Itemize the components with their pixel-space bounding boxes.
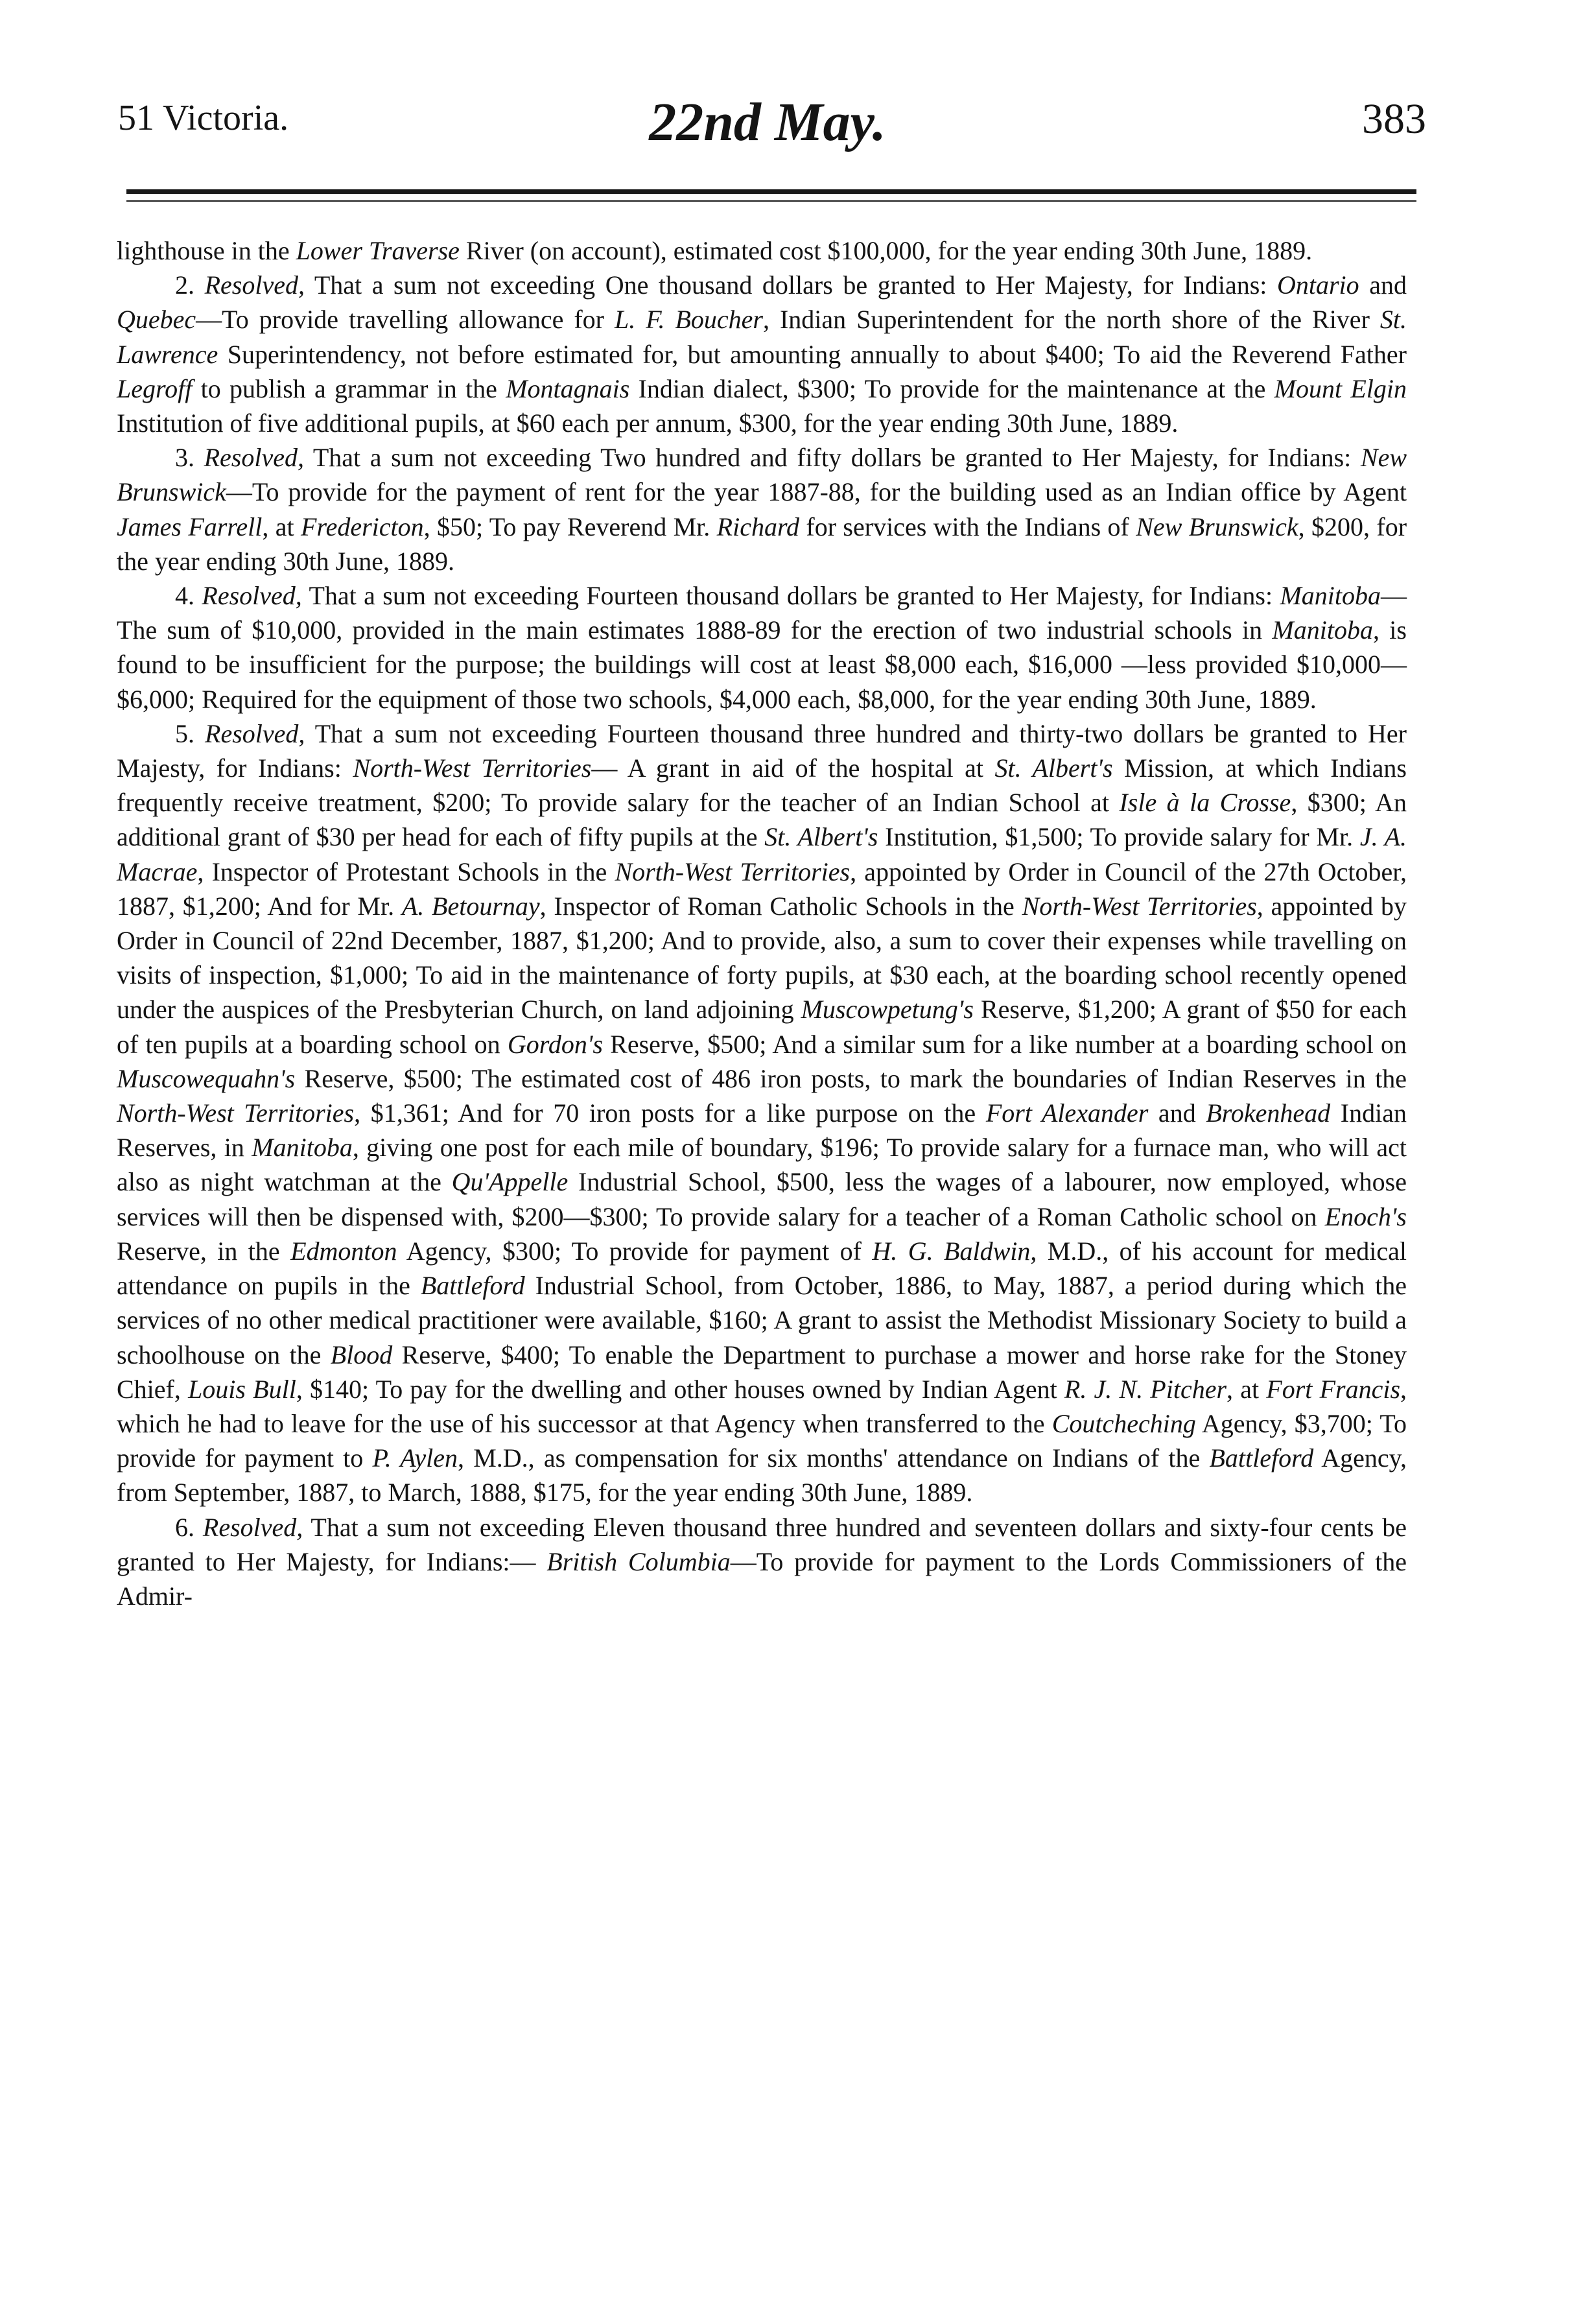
paragraph-resolution-2: 2. Resolved, That a sum not exceeding One thousand dollars be granted to Her Majesty, for Indians: Ontario and Quebec—To provide travelling allowance for L. F. Boucher, Indian Superintendent for the north shore of the River St. Lawrence Superintendency, not before estimated for, but amounting annually to about $400; To aid the Reverend Father Legroff to publish a grammar in the Montagnais Indian dialect, $300; To provide for the maintenance at the Mount Elgin Institution of five additional pupils, at $60 each per annum, $300, for the year ending 30th June, 1889.	[117, 270, 1407, 438]
header-rule-thick	[126, 189, 1416, 194]
paragraph-resolution-3: 3. Resolved, That a sum not exceeding Two hundred and fifty dollars be granted to Her Majesty, for Indians: New Brunswick—To provide for the payment of rent for the year 1887-88, for the building used as an Indian office by Agent James Farrell, at Fredericton, $50; To pay Reverend Mr. Richard for services with the Indians of New Brunswick, $200, for the year ending 30th June, 1889.	[117, 443, 1407, 576]
header-rule-thin	[126, 200, 1416, 202]
page-number: 383	[1362, 95, 1426, 143]
page-header	[109, 91, 1426, 162]
paragraph-resolution-5: 5. Resolved, That a sum not exceeding Fourteen thousand three hundred and thirty-two dollars be granted to Her Majesty, for Indians: North-West Territories— A grant in aid of the hospital at St. Albert's Mission, at which Indians frequently receive treatment, $200; To provide salary for the teacher of an Indian School at Isle à la Crosse, $300; An additional grant of $30 per head for each of fifty pupils at the St. Albert's Institution, $1,500; To provide salary for Mr. J. A. Macrae, Inspector of Protestant Schools in the North-West Territories, appointed by Order in Council of the 27th October, 1887, $1,200; And for Mr. A. Betournay, Inspector of Roman Catholic Schools in the North-West Territories, appointed by Order in Council of 22nd December, 1887, $1,200; And to provide, also, a sum to cover their expenses while travelling on visits of inspection, $1,000; To aid in the maintenance of forty pupils, at $30 each, at the boarding school recently opened under the auspices of the Presbyterian Church, on land adjoining Muscowpetung's Reserve, $1,200; A grant of $50 for each of ten pupils at a boarding school on Gordon's Reserve, $500; And a similar sum for a like number at a boarding school on Muscowequahn's Reserve, $500; The estimated cost of 486 iron posts, to mark the boundaries of Indian Reserves in the North-West Territories, $1,361; And for 70 iron posts for a like purpose on the Fort Alexander and Brokenhead Indian Reserves, in Manitoba, giving one post for each mile of boundary, $196; To provide salary for a furnace man, who will act also as night watchman at the Qu'Appelle Industrial School, $500, less the wages of a labourer, now employed, whose services will then be dispensed with, $200—$300; To provide salary for a teacher of a Roman Catholic school on Enoch's Reserve, in the Edmonton Agency, $300; To provide for payment of H. G. Baldwin, M.D., of his account for medical attendance on pupils in the Battleford Industrial School, from October, 1886, to May, 1887, a period during which the services of no other medical practitioner were available, $160; A grant to assist the Methodist Missionary Society to build a schoolhouse on the Blood Reserve, $400; To enable the Department to purchase a mower and horse rake for the Stoney Chief, Louis Bull, $140; To pay for the dwelling and other houses owned by Indian Agent R. J. N. Pitcher, at Fort Francis, which he had to leave for the use of his successor at that Agency when transferred to the Coutcheching Agency, $3,700; To provide for payment to P. Aylen, M.D., as compensation for six months' attendance on Indians of the Battleford Agency, from September, 1887, to March, 1888, $175, for the year ending 30th June, 1889.	[117, 718, 1407, 1508]
paragraph-resolution-6: 6. Resolved, That a sum not exceeding Eleven thousand three hundred and seventeen dollars and sixty-four cents be granted to Her Majesty, for Indians:— British Columbia—To provide for payment to the Lords Commissioners of the Admir-	[117, 1512, 1407, 1611]
body-text	[117, 233, 1407, 1613]
page-date: 22nd May.	[649, 92, 886, 152]
paragraph-resolution-4: 4. Resolved, That a sum not exceeding Fourteen thousand dollars be granted to Her Majesty, for Indians: Manitoba—The sum of $10,000, provided in the main estimates 1888-89 for the erection of two industrial schools in Manitoba, is found to be insufficient for the purpose; the buildings will cost at least $8,000 each, $16,000 —less provided $10,000—$6,000; Required for the equipment of those two schools, $4,000 each, $8,000, for the year ending 30th June, 1889.	[117, 581, 1407, 714]
regnal-year: 51 Victoria.	[118, 98, 289, 138]
paragraph-continuation: lighthouse in the Lower Traverse River (on account), estimated cost $100,000, for the year ending 30th June, 1889.	[117, 236, 1313, 265]
